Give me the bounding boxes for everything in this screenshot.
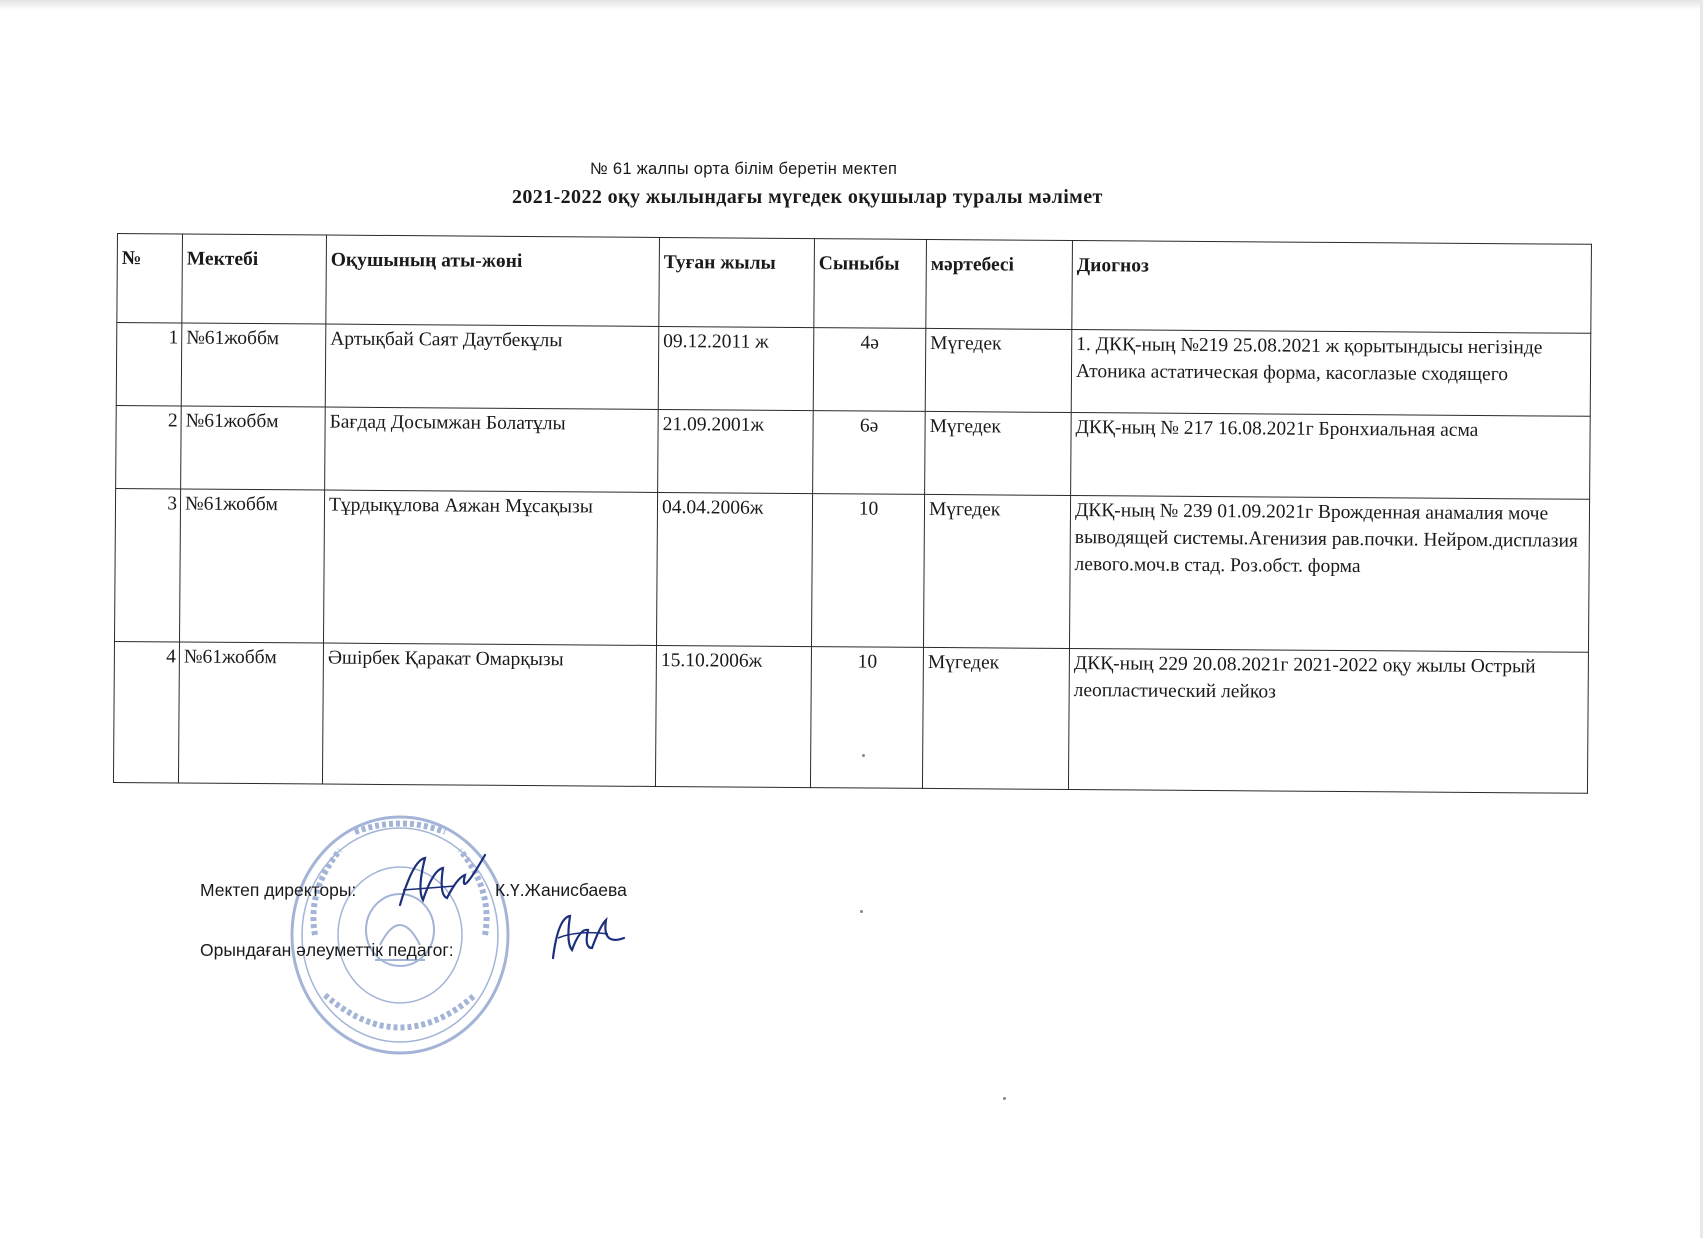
school-title: № 61 жалпы орта білім беретін мектеп	[590, 160, 898, 178]
cell-birth: 09.12.2011 ж	[658, 326, 814, 410]
col-header-name: Оқушының аты-жөні	[326, 235, 660, 326]
cell-status: Мүгедек	[925, 411, 1072, 495]
cell-diagnosis: ДКҚ-ның № 239 01.09.2021г Врожденная анамалия моче выводящей системы.Агенизия рав.почки. Нейром.дисплазия левого.моч.в стад. Роз.обст. форма	[1069, 495, 1589, 652]
cell-birth: 15.10.2006ж	[655, 645, 811, 787]
col-header-diagnosis: Диогноз	[1072, 241, 1592, 334]
cell-diagnosis: ДКҚ-ның 229 20.08.2021г 2021-2022 оқу жылы Острый леопластический лейкоз	[1068, 648, 1588, 793]
col-header-school: Мектебі	[182, 234, 327, 324]
cell-no: 3	[115, 488, 181, 641]
scan-speck	[862, 754, 865, 757]
director-signature-stroke	[400, 855, 485, 905]
col-header-grade: Сыныбы	[814, 239, 927, 329]
students-table	[113, 233, 1592, 794]
table-row	[113, 641, 1588, 793]
cell-status: Мүгедек	[923, 494, 1070, 648]
cell-grade: 4ә	[813, 328, 926, 412]
cell-school: №61жоббм	[181, 406, 326, 490]
stamp-text-bottom	[325, 995, 475, 1028]
scan-speck	[1003, 1097, 1006, 1100]
cell-status: Мүгедек	[925, 328, 1072, 412]
table-row	[116, 323, 1591, 417]
cell-grade: 10	[811, 494, 924, 648]
pedagog-signature-flourish	[558, 933, 608, 938]
table-header-row	[117, 234, 1592, 334]
cell-name: Артықбай Саят Даутбекұлы	[325, 324, 659, 409]
pedagog-label: Орындаған әлеуметтік педагог:	[200, 940, 454, 960]
cell-school: №61жоббм	[180, 489, 325, 643]
official-stamp-seal	[285, 810, 515, 1060]
cell-diagnosis: 1. ДКҚ-ның №219 25.08.2021 ж қорытындысы негізінде Атоника астатическая форма, касоглазые сходящего	[1071, 330, 1591, 417]
cell-school: №61жоббм	[181, 323, 326, 407]
cell-no: 2	[116, 405, 182, 488]
col-header-birth: Туған жылы	[659, 237, 815, 327]
director-name: К.Ү.Жанисбаева	[495, 880, 627, 900]
pedagog-signature-stroke	[553, 916, 624, 958]
director-signature	[395, 850, 495, 920]
cell-diagnosis: ДКҚ-ның № 217 16.08.2021г Бронхиальная асма	[1071, 412, 1591, 499]
report-title: 2021-2022 оқу жылындағы мүгедек оқушылар туралы мәлімет	[512, 186, 1103, 208]
table-row	[115, 488, 1590, 652]
col-header-no: №	[117, 234, 183, 323]
table-row	[116, 405, 1591, 499]
scan-top-edge	[0, 0, 1703, 10]
cell-grade: 10	[810, 647, 923, 789]
cell-status: Мүгедек	[922, 647, 1069, 789]
director-label: Мектеп директоры:	[200, 880, 357, 900]
pedagog-line	[200, 940, 454, 961]
cell-name: Тұрдықұлова Аяжан Мұсақызы	[323, 490, 657, 645]
director-line	[200, 880, 627, 901]
cell-name: Әшірбек Қаракат Омарқызы	[322, 643, 656, 786]
cell-grade: 6ә	[813, 411, 926, 495]
cell-birth: 21.09.2001ж	[658, 409, 814, 493]
col-header-status: мәртебесі	[926, 239, 1073, 329]
cell-name: Бағдад Досымжан Болатұлы	[325, 407, 659, 492]
cell-no: 1	[116, 323, 182, 406]
pedagog-signature	[548, 908, 628, 963]
scan-speck	[860, 910, 863, 913]
cell-school: №61жоббм	[178, 642, 323, 784]
cell-birth: 04.04.2006ж	[656, 492, 812, 646]
cell-no: 4	[113, 641, 179, 782]
